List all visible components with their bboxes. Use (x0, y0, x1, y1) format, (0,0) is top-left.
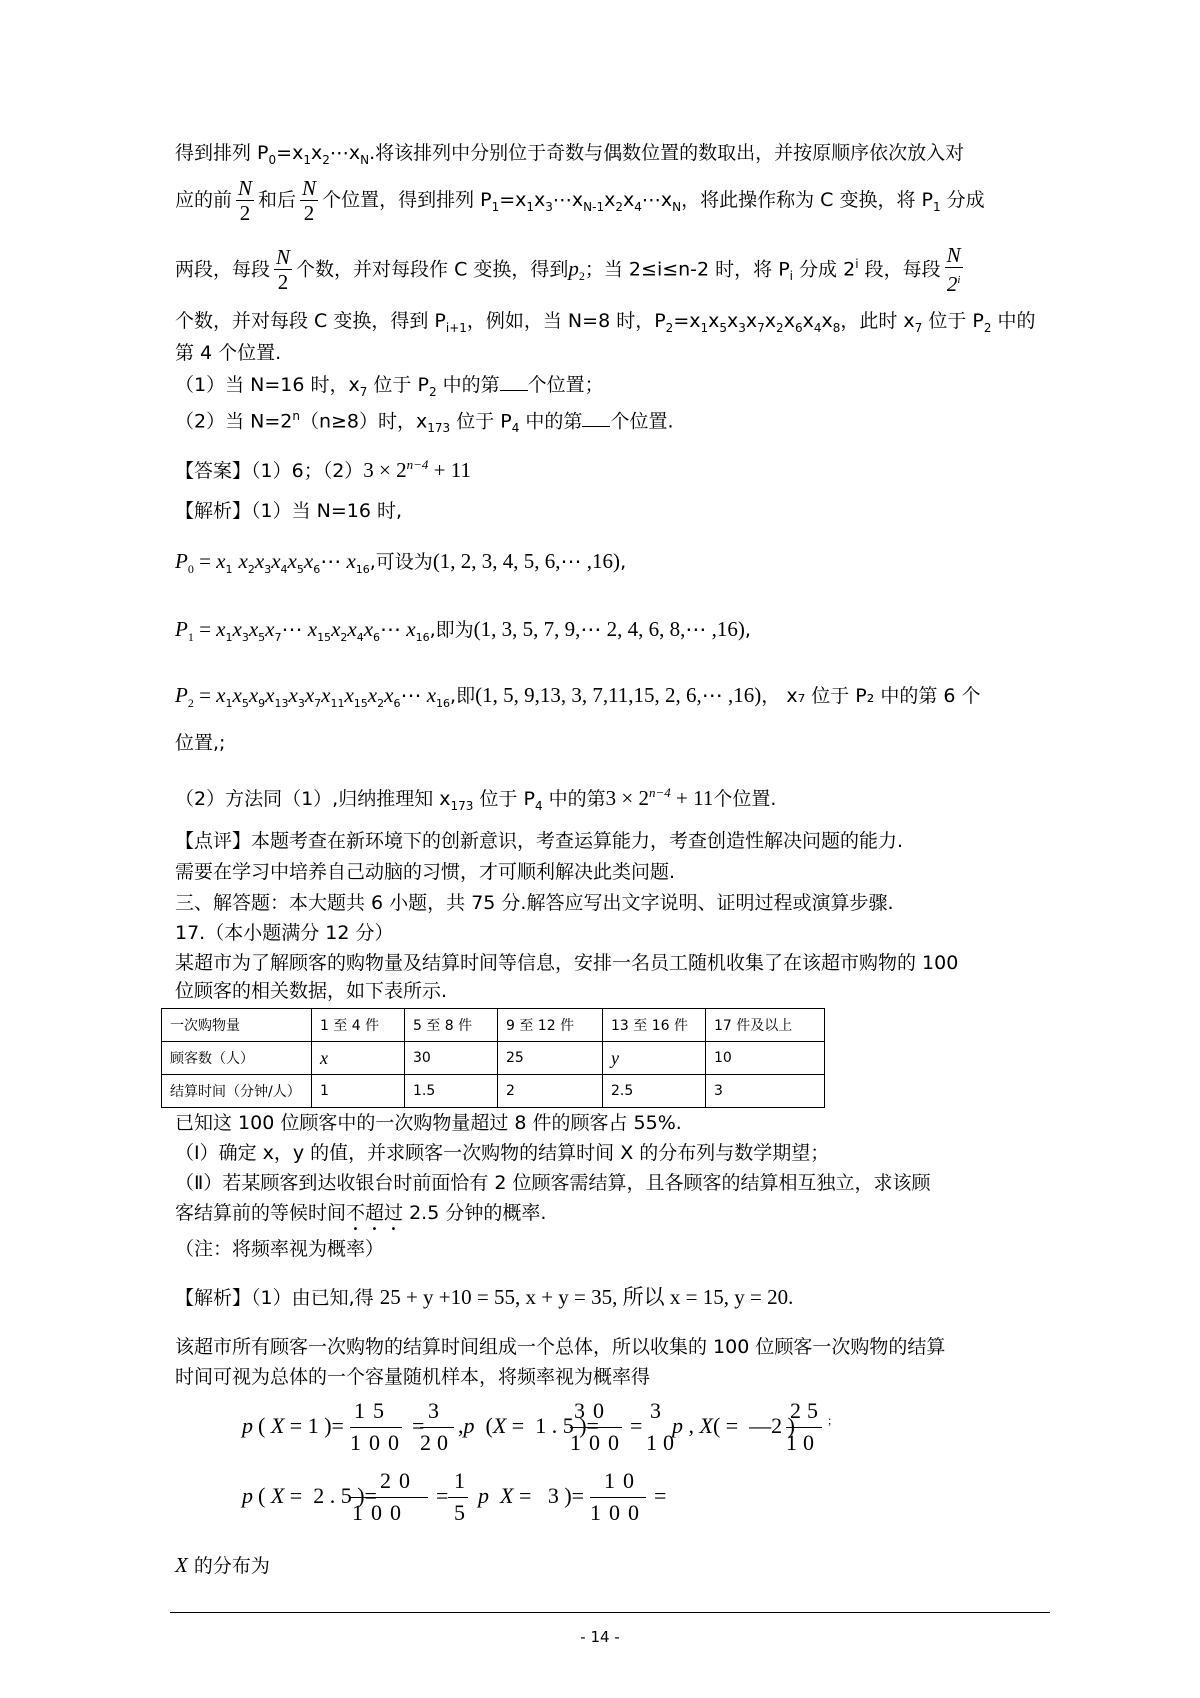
part-ii-line-2: 客结算前的等候时间不超过 2.5 分钟的概率. (175, 1202, 547, 1224)
answer-blank-1[interactable] (500, 372, 528, 391)
table-cell: 3 (706, 1075, 825, 1108)
table-cell: 结算时间（分钟/人） (162, 1075, 312, 1108)
analysis-p2: $P_2$ = $x_1x_5x_9x_{13}x_3x_7x_{11}x_{15}x_2x_6\cdots$ $x_{16}$,即(1, 5, 9,13, 3, 7,11,15, 2, 6,⋯ ,16)， x₇ 位于 P₂ 中的第 6 个 (175, 683, 981, 710)
table-cell: 5 至 8 件 (405, 1009, 498, 1042)
page-number: - 14 - (580, 1628, 620, 1646)
analysis-heading: 【解析】（1）当 N=16 时, (175, 500, 403, 522)
intro-line-3: 两段，每段 $\frac{N}{2}$ 个数，并对每段作 C 变换，得到$p_2$；当 2≤i≤n-2 时，将 $P_i$ 分成 2$^i$ 段，每段 $\frac{N}{2^i}$ (175, 243, 961, 297)
table-row (162, 1042, 825, 1075)
analysis-part2: （2）方法同（1）,归纳推理知 $x_{173}$ 位于 $P_4$ 中的第$3 \times 2^{n-4} + 11$个位置. (175, 785, 777, 813)
solution-line-1: 【解析】（1）由已知,得 25 + y +10 = 55, x + y = 35, 所以 x = 15, y = 20. (175, 1285, 794, 1309)
question-2: （2）当 $N=2^n(n\ge 8)$时，$x_{173}$ 位于 $P_4$ 中的第 个位置. (175, 409, 674, 436)
part-ii-line-1: （Ⅱ）若某顾客到达收银台时前面恰有 2 位顾客需结算，且各顾客的结算相互独立，求该顾 (175, 1172, 931, 1194)
comment-line-1: 【点评】本题考查在新环境下的创新意识，考查运算能力，考查创造性解决问题的能力. (175, 830, 904, 852)
analysis-p0: $P_0 = x_1$ $x_2x_3x_4x_5x_6\cdots$ $x_{16}$,可设为(1, 2, 3, 4, 5, 6,⋯ ,16), (175, 549, 627, 576)
table-row (162, 1075, 825, 1108)
footer-rule (170, 1612, 1050, 1613)
table-cell: 9 至 12 件 (498, 1009, 603, 1042)
answer-blank-2[interactable] (582, 408, 610, 427)
document-page: 得到排列 $P_0=x_1x_2\cdots x_N$.将该排列中分别位于奇数与偶数位置的数取出，并按原顺序依次放入对 应的前 $\frac{N}{2}$ 和后 $\frac{N}{2}$ 个位置，得到排列 $P_1=x_1x_3\cdots x_{N-1}x_2x_4\cdots x_N$，将此操作称为 C 变换，将 $P_1$ 分成 两段，每段 $\frac{N}{2}$ 个数，并对每段作 C 变换，得到$p_2$；当 2≤i≤n-2 时，将 $P_i$ 分成 2$^i$ 段，每段 $\frac{N}{2^i}$ 个数，并对每段 C 变换，得到 $P_{i+1}$，例如，当 N=8 时，$P_2=x_1x_5x_3x_7x_2x_6x_4x_8$，此时 $x_7$ 位于 $P_2$ 中的 第 4 个位置. （1）当 N=16 时，$x_7$ 位于 $P_2$ 中的第 个位置； （2）当 $N=2^n(n\ge 8)$时，$x_{173}$ 位于 $P_4$ 中的第 个位置. 【答案】（1）6；$(2)3 \times 2^{n-4} + 11$ 【解析】（1）当 N=16 时, $P_0 = x_1$ $x_2x_3x_4x_5x_6\cdots$ $x_{16}$,可设为(1, 2, 3, 4, 5, 6,⋯ ,16), $P_1$ = $x_1x_3x_5x_7\cdots$ $x_{15}x_2x_4x_6\cdots$ $x_{16}$,即为(1, 3, 5, 7, 9,⋯ 2, 4, 6, 8,⋯ ,16), $P_2$ = $x_1x_5x_9x_{13}x_3x_7x_{11}x_{15}x_2x_6\cdots$ $x_{16}$,即(1, 5, 9,13, 3, 7,11,15, 2, 6,⋯ ,16)， x₇ 位于 P₂ 中的第 6 个 位置,; （2）方法同（1）,归纳推理知 $x_{173}$ 位于 $P_4$ 中的第$3 \times 2^{n-4} + 11$个位置. 【点评】本题考查在新环境下的创新意识，考查运算能力，考查创造性解决问题的能力. 需要在学习中培养自己动脑的习惯，才可顺利解决此类问题. 三、解答题：本大题共 6 小题，共 75 分.解答应写出文字说明、证明过程或演算步骤. 17.（本小题满分 12 分） 某超市为了解顾客的购物量及结算时间等信息，安排一名员工随机收集了在该超市购物的 100 位顾客的相关数据，如下表所示. 一次购物量 1 至 4 件 5 至 8 件 9 至 12 件 13 至 16 件 17 件及以上 顾客数（人） x 30 25 y 10 结算时间（分钟/人） 1 1.5 2 2.5 3 已知这 100 位顾客中的一次购物量超过 8 件的顾客占 55%. （Ⅰ）确定 x，y 的值，并求顾客一次购物的结算时间 X 的分布列与数学期望； （Ⅱ）若某顾客到达收银台时前面恰有 2 位顾客需结算，且各顾客的结算相互独立，求该顾 客结算前的等候时间不超过 2.5 分钟的概率. （注：将频率视为概率） 【解析】（1）由已知,得 25 + y +10 = 55, x + y = 35, 所以 x = 15, y = 20. 该超市所有顾客一次购物的结算时间组成一个总体，所以收集的 100 位顾客一次购物的结算 时间可视为总体的一个容量随机样本，将频率视为概率得 p ( X = 1 )= 15 100 = 3 20 ,p (X = 1 . 5 )= 30 100 = 3 10 p , X( = —2 ) 25 10 ; p ( X = 2 . 5 )= 20 100 = 1 5 p X = 3 )= 10 100 = X 的分布为 - 14 - (0, 0, 1200, 1698)
table-cell: 2.5 (603, 1075, 706, 1108)
table-cell: 13 至 16 件 (603, 1009, 706, 1042)
answer-line: 【答案】（1）6；$(2)3 \times 2^{n-4} + 11$ (175, 457, 471, 482)
part-i: （Ⅰ）确定 x，y 的值，并求顾客一次购物的结算时间 X 的分布列与数学期望； (175, 1142, 830, 1164)
section-3-heading: 三、解答题：本大题共 6 小题，共 75 分.解答应写出文字说明、证明过程或演算步骤. (175, 892, 894, 914)
known-condition: 已知这 100 位顾客中的一次购物量超过 8 件的顾客占 55%. (175, 1112, 682, 1134)
table-cell: 10 (706, 1042, 825, 1075)
comment-line-2: 需要在学习中培养自己动脑的习惯，才可顺利解决此类问题. (175, 861, 676, 883)
solution-para-2: 时间可视为总体的一个容量随机样本，将频率视为概率得 (175, 1366, 651, 1388)
table-cell: 1 至 4 件 (312, 1009, 405, 1042)
table-cell: 17 件及以上 (706, 1009, 825, 1042)
intro-line-2: 应的前 $\frac{N}{2}$ 和后 $\frac{N}{2}$ 个位置，得到排列 $P_1=x_1x_3\cdots x_{N-1}x_2x_4\cdots x_N$，将此操作称为 C 变换，将 $P_1$ 分成 (175, 176, 985, 225)
table-cell: 1.5 (405, 1075, 498, 1108)
problem-17-title: 17.（本小题满分 12 分） (175, 922, 394, 944)
solution-para-1: 该超市所有顾客一次购物的结算时间组成一个总体，所以收集的 100 位顾客一次购物的结算 (175, 1336, 946, 1358)
table-cell: 2 (498, 1075, 603, 1108)
distribution-line: X 的分布为 (175, 1553, 270, 1577)
table-cell: 1 (312, 1075, 405, 1108)
table-cell: 25 (498, 1042, 603, 1075)
table-cell: 30 (405, 1042, 498, 1075)
table-cell: 一次购物量 (162, 1009, 312, 1042)
analysis-p1: $P_1$ = $x_1x_3x_5x_7\cdots$ $x_{15}x_2x_4x_6\cdots$ $x_{16}$,即为(1, 3, 5, 7, 9,⋯ 2, 4, 6, 8,⋯ ,16), (175, 617, 751, 644)
intro-line-5: 第 4 个位置. (175, 342, 282, 364)
table-cell: y (603, 1042, 706, 1075)
problem-17-body-2: 位顾客的相关数据，如下表所示. (175, 980, 448, 1002)
intro-line-1: 得到排列 $P_0=x_1x_2\cdots x_N$.将该排列中分别位于奇数与偶数位置的数取出，并按原顺序依次放入对 (175, 142, 965, 167)
shopping-data-table (161, 1008, 825, 1108)
table-cell: 顾客数（人） (162, 1042, 312, 1075)
table-cell: x (312, 1042, 405, 1075)
analysis-p2-end: 位置,; (175, 732, 226, 754)
intro-line-4: 个数，并对每段 C 变换，得到 $P_{i+1}$，例如，当 N=8 时，$P_2=x_1x_5x_3x_7x_2x_6x_4x_8$，此时 $x_7$ 位于 $P_2$ 中的 (175, 310, 1036, 335)
table-row (162, 1009, 825, 1042)
note-line: （注：将频率视为概率） (175, 1238, 385, 1260)
problem-17-body-1: 某超市为了解顾客的购物量及结算时间等信息，安排一名员工随机收集了在该超市购物的 100 (175, 952, 959, 974)
question-1: （1）当 N=16 时，$x_7$ 位于 $P_2$ 中的第 个位置； (175, 374, 604, 399)
